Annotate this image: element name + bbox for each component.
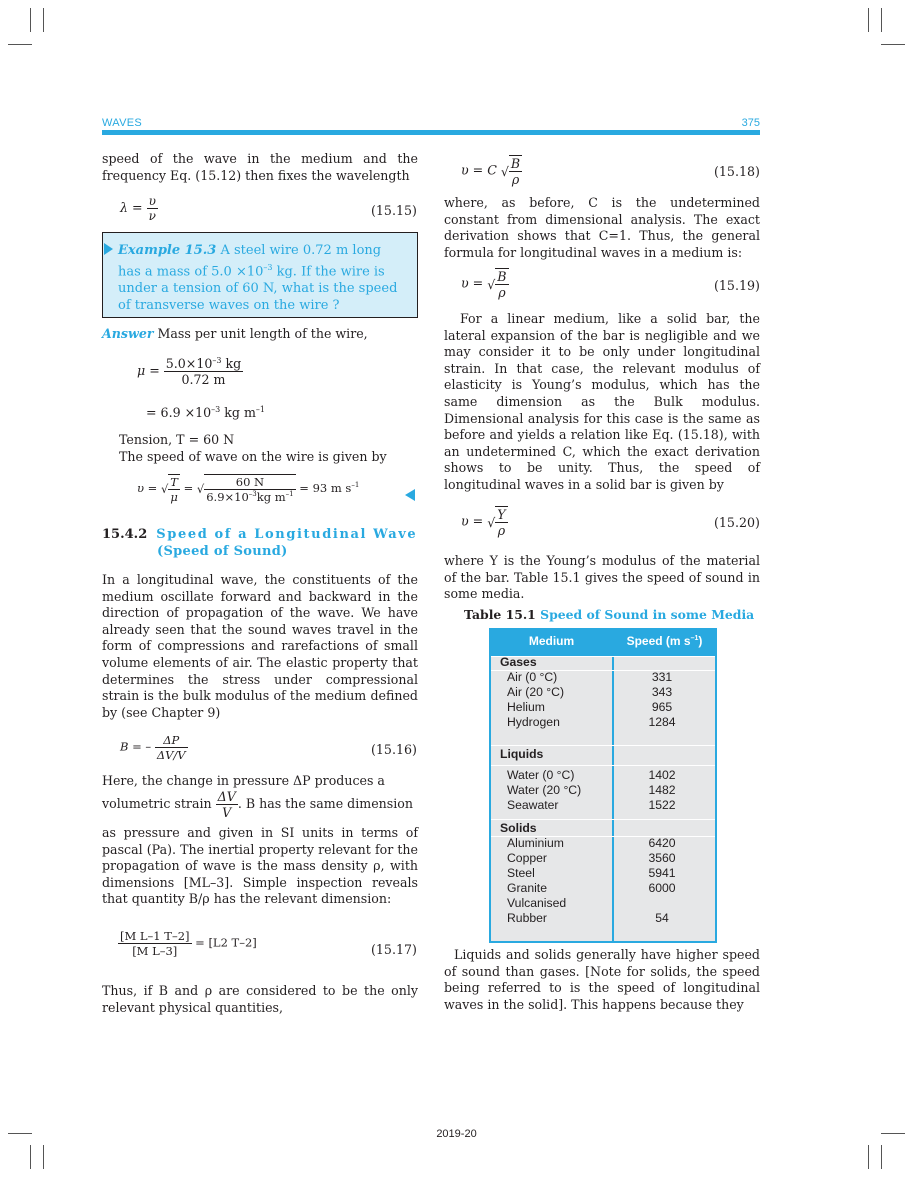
table-cell-medium: Vulcanised (507, 896, 567, 910)
mu-result-unit: kg m (220, 405, 256, 421)
equation-number: (15.18) (714, 164, 760, 179)
eq-lhs: υ = C (461, 162, 497, 178)
eq-denominator: ν (148, 209, 156, 223)
table-cell-speed: 5941 (648, 866, 676, 880)
solids-liquids-paragraph: Liquids and solids generally have higher speed of sound than gases. [Note for solids, the speed being referred to is the speed of longitudinal waves in the solid]. This happens because they (444, 947, 760, 1012)
derivation-paragraph: where, as before, C is the undetermined constant from dimensional analysis. The exact derivation shows that C=1. Thus, the general formula for longitudinal waves in a medium is: (444, 195, 760, 260)
crop-mark (30, 1145, 31, 1169)
mu-result-exp: –3 (211, 405, 221, 414)
running-header-chapter: WAVES (102, 117, 143, 129)
eq-denominator: [M L–3] (132, 944, 178, 958)
eq-denominator: ρ (511, 172, 520, 187)
eq-lhs: υ = (461, 513, 484, 529)
crop-mark (868, 1145, 869, 1169)
v-result-exp: –1 (351, 481, 360, 490)
table-cell-speed: 1482 (648, 783, 676, 797)
answer-paragraph (102, 326, 418, 343)
equation-15-15 (120, 194, 158, 223)
v-result: = 93 m s (299, 481, 352, 495)
solid-bar-paragraph: For a linear medium, like a solid bar, the lateral expansion of the bar is negligible and we may consider it to be only under longitudinal strain. In that case, the relevant modulus of elasticity is Young’s modulus, which has the same dimension as the Bulk modulus. Dimensional analysis for this case is the same as before and yields a relation like Eq. (15.18), with an undetermined C, which the exact derivation shows to be unity. Thus, the speed of longitudinal waves in a solid bar is given by (444, 311, 760, 492)
margin-arrow-icon (405, 489, 415, 501)
intro-paragraph: speed of the wave in the medium and the frequency Eq. (15.12) then fixes the wavelength (102, 151, 418, 183)
table-cell-medium: Air (0 °C) (507, 670, 558, 684)
eq-denominator: ρ (498, 285, 506, 300)
crop-mark (881, 44, 905, 45)
table-cell-speed: 1522 (648, 798, 676, 812)
table-header-speed (614, 634, 715, 648)
table-cell-medium: Rubber (507, 911, 547, 925)
equation-number: (15.16) (371, 742, 417, 757)
v-lhs: υ = (137, 481, 158, 495)
eq-lhs: B = – (120, 739, 152, 754)
crop-mark (868, 8, 869, 32)
answer-label: Answer (102, 326, 154, 341)
table-cell-speed: 3560 (648, 851, 676, 865)
sqrt-sign-icon: √ (196, 482, 205, 496)
strain-denominator: V (222, 805, 232, 820)
eq-fraction (509, 155, 522, 187)
v-denominator-2: 6.9×10 (206, 490, 249, 504)
table-group-gases: Gases (500, 655, 537, 669)
v-denominator-2-unit-exp: –1 (285, 490, 294, 499)
table-header-speed-close: ) (698, 634, 703, 648)
eq-lhs: λ = (120, 200, 143, 215)
table-header-medium: Medium (528, 634, 575, 648)
sqrt-sign-icon: √ (487, 514, 496, 530)
table-rule (491, 745, 715, 746)
longitudinal-paragraph: In a longitudinal wave, the constituents of the medium oscillate forward and backward in the direction of propagation of the wave. We have already seen that the sound waves travel in the form of compressions and rarefactions of small volume elements of air. The elastic property that determines the stress under compressional strain is the bulk modulus of the medium defined by (see Chapter 9) (102, 572, 418, 720)
equation-15-17 (118, 929, 257, 958)
example-text (118, 242, 406, 314)
v-denominator-2-unit: kg m (256, 490, 286, 504)
strain-fraction (216, 789, 238, 820)
eq-denominator: ρ (497, 523, 506, 538)
equation-15-16 (120, 733, 188, 762)
mu-result-value: = 6.9 ×10 (146, 405, 212, 421)
eq-fraction (495, 506, 507, 538)
table-group-liquids: Liquids (500, 747, 544, 761)
strain-numerator: ΔV (217, 789, 236, 804)
strain-text-pre: volumetric strain (102, 796, 212, 811)
equation-number: (15.20) (714, 515, 760, 530)
sqrt-sign-icon: √ (500, 163, 509, 179)
sqrt-sign-icon: √ (160, 482, 169, 496)
table-cell-speed: 343 (651, 685, 673, 699)
v-numerator-1: T (170, 475, 178, 489)
table-cell-speed: 6420 (648, 836, 676, 850)
table-caption-label: Table 15.1 (464, 607, 536, 622)
v-numerator-2: 60 N (204, 475, 295, 490)
speed-equation (137, 474, 359, 504)
table-cell-speed: 1402 (648, 768, 676, 782)
example-body-cont: kg. If the wire is under a tension of 60 N, what is the speed of transverse waves on the wire ? (118, 264, 398, 314)
crop-mark (8, 44, 32, 45)
eq-fraction (155, 733, 188, 762)
eq-numerator: B (497, 269, 507, 284)
eq-numerator: υ (148, 194, 156, 208)
mu-result-unit-exp: –1 (255, 405, 266, 414)
table-cell-speed: 331 (651, 670, 673, 684)
pressure-paragraph: as pressure and given in SI units in terms of pascal (Pa). The inertial property relevant for the propagation of wave is the mass density ρ, with dimensions [ML–3]. Simple inspection reveals that quantity B/ρ has the relevant dimension: (102, 825, 418, 907)
table-cell-medium: Steel (507, 866, 535, 880)
table-cell-speed: 6000 (648, 881, 676, 895)
eq-denominator: ΔV/V (156, 748, 186, 762)
eq-numerator: Y (497, 507, 506, 522)
section-title-line2: (Speed of Sound) (157, 544, 288, 559)
table-group-solids: Solids (500, 821, 537, 835)
example-arrow-icon (104, 243, 113, 255)
eq-numerator: [M L–1 T–2] (120, 929, 190, 943)
equation-15-18 (461, 155, 522, 187)
young-modulus-paragraph: where Y is the Young’s modulus of the material of the bar. Table 15.1 gives the speed of sound in some media. (444, 553, 760, 602)
table-rule (491, 765, 715, 766)
tension-line: Tension, T = 60 N (119, 432, 235, 447)
eq-fraction (118, 929, 192, 958)
table-cell-medium: Helium (507, 700, 545, 714)
equation-number: (15.19) (714, 278, 760, 293)
v-fraction-2 (204, 474, 295, 504)
table-caption (464, 607, 754, 622)
v-fraction-1 (168, 474, 180, 504)
eq-numerator: ΔP (155, 733, 188, 748)
sqrt-sign-icon: √ (487, 276, 496, 292)
speed-given-line: The speed of wave on the wire is given by (119, 449, 387, 464)
table-header-speed-exp: –1 (690, 635, 699, 642)
table-cell-medium: Air (20 °C) (507, 685, 565, 699)
strain-line (102, 789, 413, 820)
pressure-paragraph-line1: Here, the change in pressure ΔP produces a (102, 773, 385, 788)
mu-fraction (164, 356, 243, 387)
table-header-speed-label: Speed (m s (626, 634, 691, 648)
table-cell-medium: Seawater (507, 798, 559, 812)
eq-lhs: υ = (461, 275, 484, 291)
table-cell-medium: Water (0 °C) (507, 768, 575, 782)
table-cell-medium: Copper (507, 851, 547, 865)
mu-equation (137, 356, 243, 387)
mu-lhs: μ = (137, 363, 160, 379)
eq-numerator: B (510, 156, 521, 171)
table-cell-speed: 1284 (648, 715, 676, 729)
strain-text-post: . B has the same dimension (237, 796, 413, 811)
v-equals: = (183, 481, 194, 495)
eq-rhs: = [L2 T–2] (195, 935, 257, 950)
crop-mark (43, 8, 44, 32)
mu-result (146, 405, 265, 420)
section-number: 15.4.2 (102, 527, 148, 542)
mu-numerator: 5.0×10 (165, 356, 213, 372)
equation-number: (15.17) (371, 942, 417, 957)
crop-mark (43, 1145, 44, 1169)
v-denominator-1: μ (170, 490, 178, 504)
example-body: A steel wire 0.72 m long has a mass of 5.0 ×10 (118, 243, 382, 280)
eq-fraction (147, 194, 158, 223)
answer-text: Mass per unit length of the wire, (153, 326, 368, 341)
v-denominator-2-exp: –3 (248, 490, 257, 499)
eq-fraction (495, 268, 508, 300)
equation-number: (15.15) (371, 203, 417, 218)
table-caption-title: Speed of Sound in some Media (540, 607, 755, 622)
conclusion-paragraph: Thus, if B and ρ are considered to be the only relevant physical quantities, (102, 983, 418, 1015)
crop-mark (30, 8, 31, 32)
crop-mark (881, 8, 882, 32)
table-rule (491, 819, 715, 820)
header-rule (102, 130, 760, 135)
table-cell-medium: Hydrogen (507, 715, 560, 729)
example-label: Example 15.3 (118, 243, 217, 258)
table-cell-medium: Water (20 °C) (507, 783, 582, 797)
mu-numerator-unit: kg (221, 356, 242, 372)
mu-numerator-exp: –3 (212, 356, 222, 365)
page-number: 375 (741, 117, 760, 129)
equation-15-20 (461, 506, 508, 538)
section-heading (102, 526, 417, 560)
example-exponent: –3 (263, 263, 273, 272)
section-title-line1: Speed of a Longitudinal Wave (156, 527, 418, 542)
table-cell-speed: 54 (655, 911, 669, 925)
equation-15-19 (461, 268, 509, 300)
mu-denominator: 0.72 m (181, 372, 226, 388)
table-cell-medium: Aluminium (507, 836, 564, 850)
crop-mark (881, 1145, 882, 1169)
table-cell-medium: Granite (507, 881, 547, 895)
footer-year: 2019-20 (436, 1128, 477, 1140)
table-cell-speed: 965 (651, 700, 673, 714)
